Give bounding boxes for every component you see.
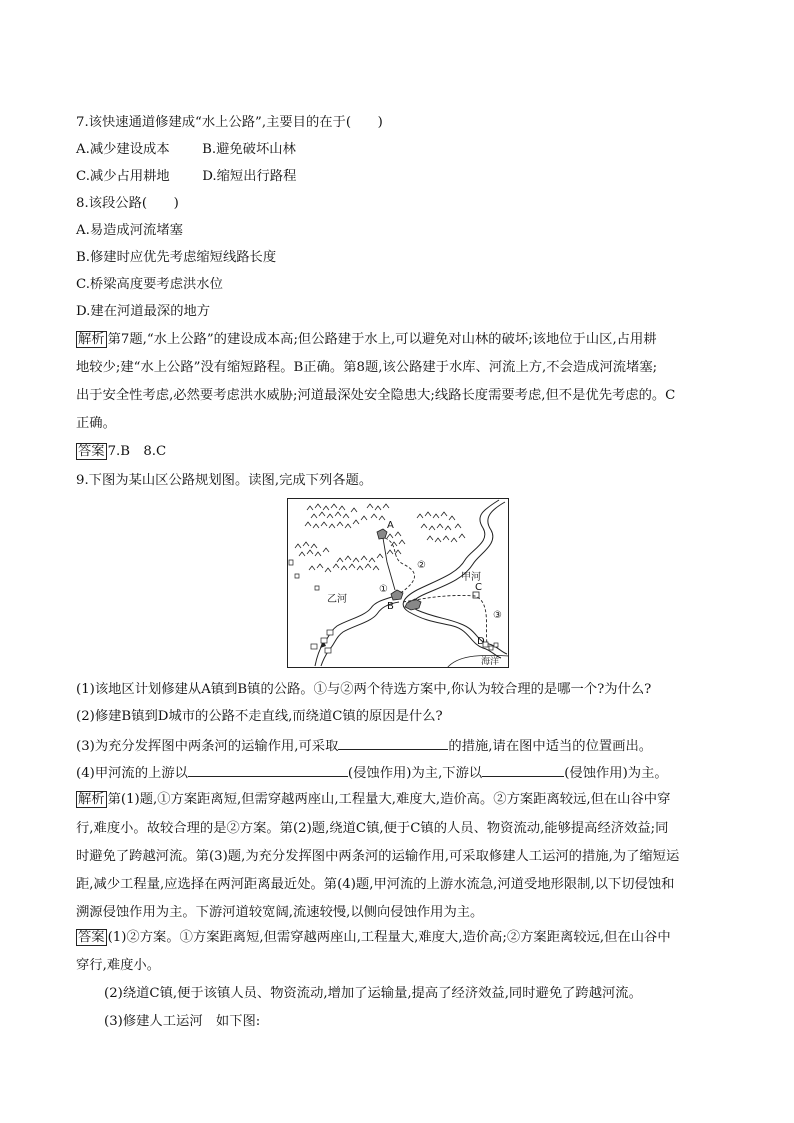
q7-options-row2 bbox=[76, 168, 296, 186]
q7-option-b: B.避免破坏山林 bbox=[202, 142, 296, 157]
q9-sub4: (4)甲河流的上游以 (侵蚀作用)为主,下游以 (侵蚀作用)为主。 bbox=[76, 762, 668, 783]
answer-blank-upstream[interactable] bbox=[188, 762, 348, 777]
analysis2-line4: 距,减少工程量,应选择在两河距离最近处。第(4)题,甲河流的上游水流急,河道受地形限制,以下切侵蚀和 bbox=[76, 877, 675, 892]
map-label-d: D bbox=[477, 636, 485, 647]
answer-blank-canal[interactable] bbox=[338, 735, 448, 750]
answer2-line1: 答案 (1)②方案。①方案距离短,但需穿越两座山,工程量大,难度大,造价高;②方案距离较远,但在山谷中 bbox=[78, 930, 671, 945]
analysis1-line2: 地较少;建“水上公路”没有缩短路程。B正确。第8题,该公路建于水库、河流上方,不会造成河流堵塞; bbox=[76, 360, 658, 375]
q7-option-a: A.减少建设成本 bbox=[76, 142, 170, 157]
q9-stem: 9.下图为某山区公路规划图。读图,完成下列各题。 bbox=[76, 473, 373, 488]
answer-tag: 答案 bbox=[78, 444, 105, 459]
q8-option-b: B.修建时应优先考虑缩短线路长度 bbox=[76, 250, 277, 265]
q8-option-c: C.桥梁高度要考虑洪水位 bbox=[76, 277, 223, 292]
answer-tag: 答案 bbox=[78, 930, 105, 945]
analysis-tag: 解析 bbox=[78, 792, 105, 807]
map-sea: 海洋 bbox=[481, 657, 500, 667]
map-label-c: C bbox=[475, 582, 482, 593]
q7-options-row1 bbox=[76, 141, 296, 159]
analysis2-line2: 行,难度小。故较合理的是②方案。第(2)题,绕道C镇,便于C镇的人员、物资流动,能够提高经济效益;同 bbox=[76, 821, 669, 836]
analysis1-line3: 出于安全性考虑,必然要考虑洪水威胁;河道最深处安全隐患大;线路长度需要考虑,但不是优先考虑的。C bbox=[76, 388, 676, 403]
q7-stem: 7.该快速通道修建成“水上公路”,主要目的在于( ) bbox=[76, 115, 383, 130]
map-route-2: ② bbox=[417, 560, 426, 571]
q9-sub3: (3)为充分发挥图中两条河的运输作用,可采取 的措施,请在图中适当的位置画出。 bbox=[76, 735, 652, 756]
answer2-line3: (2)绕道C镇,便于该镇人员、物资流动,增加了运输量,提高了经济效益,同时避免了跨越河流。 bbox=[104, 986, 642, 1001]
map-route-3: ③ bbox=[493, 610, 502, 621]
q8-stem: 8.该段公路( ) bbox=[76, 196, 179, 211]
analysis2-line5: 溯源侵蚀作用为主。下游河道较宽阔,流速较慢,以侧向侵蚀作用为主。 bbox=[76, 905, 484, 920]
mountain-road-map bbox=[287, 498, 509, 668]
map-route-1: ① bbox=[379, 584, 388, 595]
q8-option-a: A.易造成河流堵塞 bbox=[76, 223, 183, 238]
answer-section-1 bbox=[76, 443, 166, 461]
answer1-text: 7.B 8.C bbox=[107, 444, 167, 459]
analysis2-line3: 时避免了跨越河流。第(3)题,为充分发挥图中两条河的运输作用,可采取修建人工运河的措施,为了缩短运 bbox=[76, 849, 680, 864]
q7-option-c: C.减少占用耕地 bbox=[76, 169, 170, 184]
analysis-tag: 解析 bbox=[78, 332, 105, 347]
answer2-line2: 穿行,难度小。 bbox=[76, 958, 161, 973]
q8-option-d: D.建在河道最深的地方 bbox=[76, 304, 211, 319]
analysis2-line1: 解析 第(1)题,①方案距离短,但需穿越两座山,工程量大,难度大,造价高。②方案距离较远,但在山谷中穿 bbox=[78, 792, 671, 807]
map-label-b: B bbox=[387, 601, 394, 612]
map-river-jia: 甲河 bbox=[461, 572, 481, 583]
map-label-a: A bbox=[387, 520, 394, 531]
analysis1-line1: 解析 第7题,“水上公路”的建设成本高;但公路建于水上,可以避免对山林的破坏;该地位于山区,占用耕 bbox=[78, 332, 657, 347]
q7-option-d: D.缩短出行路程 bbox=[202, 169, 297, 184]
answer-blank-downstream[interactable] bbox=[482, 762, 564, 777]
q9-sub1: (1)该地区计划修建从A镇到B镇的公路。①与②两个待选方案中,你认为较合理的是哪一个?为什么? bbox=[76, 682, 652, 697]
map-river-yi: 乙河 bbox=[327, 594, 347, 605]
q9-sub2: (2)修建B镇到D城市的公路不走直线,而绕道C镇的原因是什么? bbox=[76, 709, 443, 724]
answer2-line4: (3)修建人工运河 如下图: bbox=[104, 1014, 261, 1029]
analysis1-line4: 正确。 bbox=[76, 416, 116, 431]
